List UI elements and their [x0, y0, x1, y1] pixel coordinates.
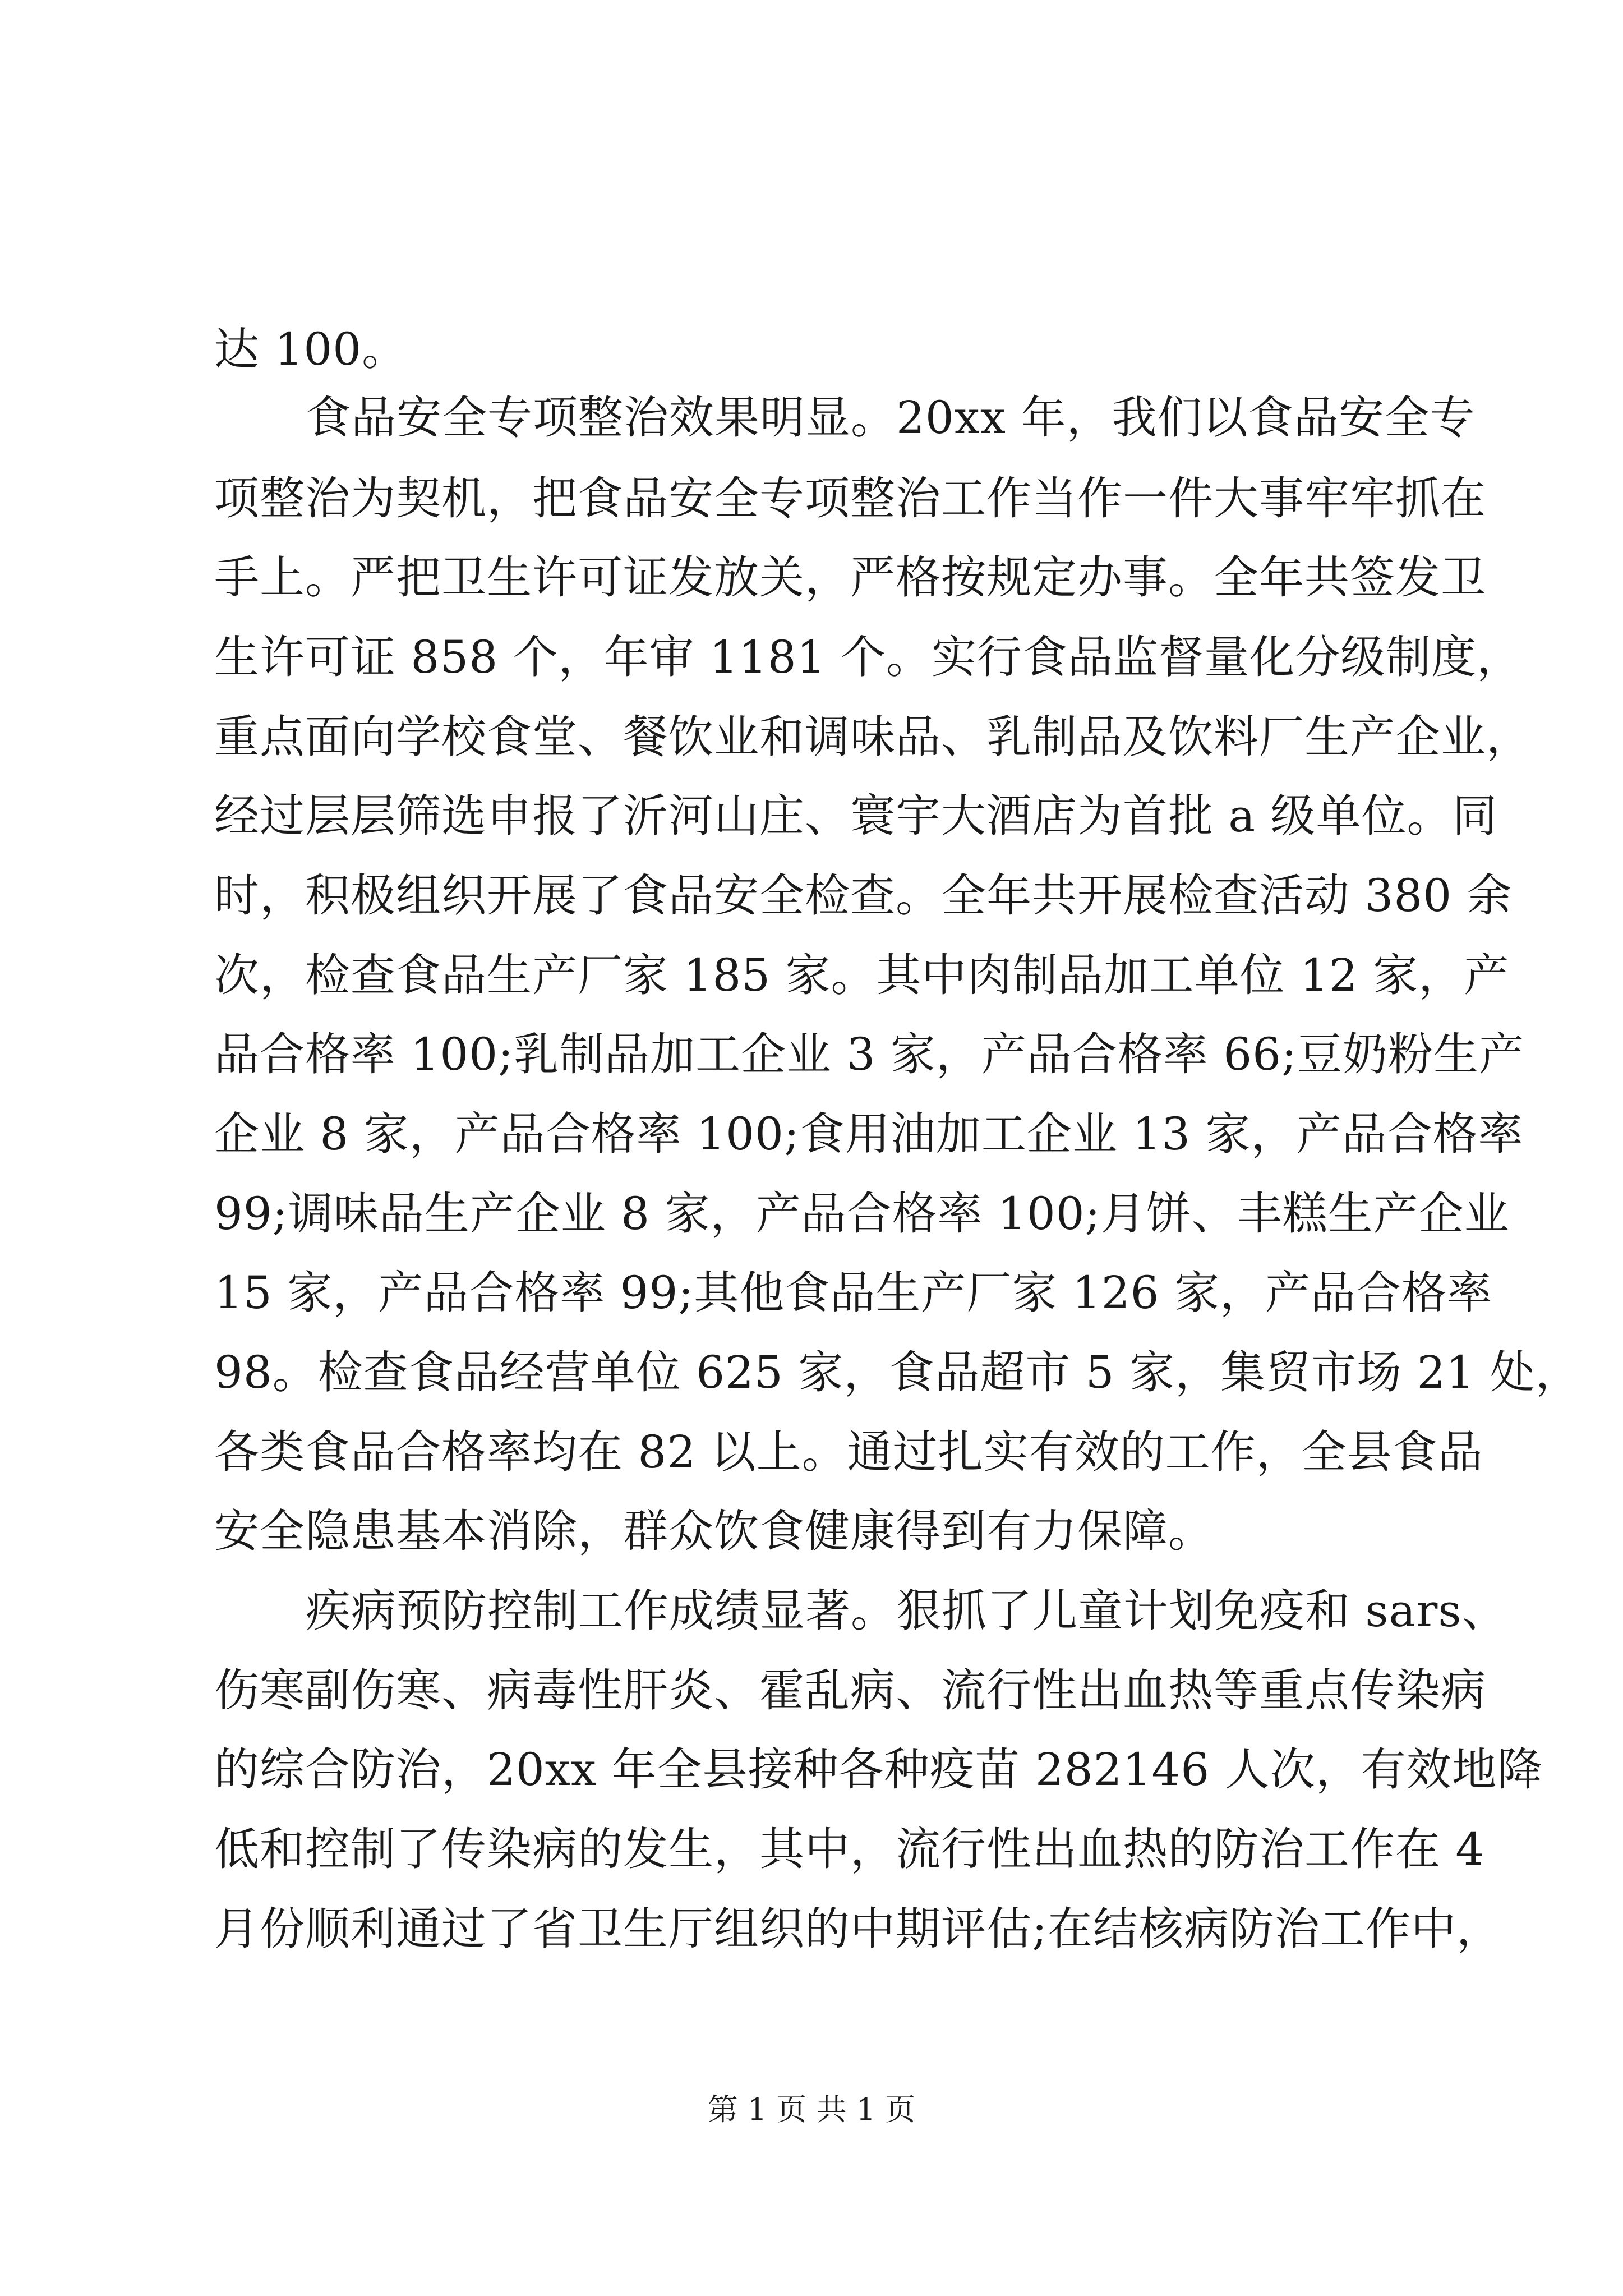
paragraph-line: 食品安全专项整治效果明显。20xx 年，我们以食品安全专: [306, 392, 1476, 444]
paragraph-line: 手上。严把卫生许可证发放关，严格按规定办事。全年共签发卫: [214, 551, 1486, 604]
paragraph-line: 项整治为契机，把食品安全专项整治工作当作一件大事牢牢抓在: [214, 472, 1486, 524]
paragraph-line: 低和控制了传染病的发生，其中，流行性出血热的防治工作在 4: [214, 1823, 1485, 1875]
paragraph-line: 达 100。: [214, 323, 408, 375]
paragraph-line: 经过层层筛选申报了沂河山庄、寰宇大酒店为首批 a 级单位。同: [214, 790, 1498, 842]
paragraph-line: 的综合防治，20xx 年全县接种各种疫苗 282146 人次，有效地降: [214, 1743, 1543, 1796]
page-number: 第 1 页 共 1 页: [707, 2092, 916, 2127]
paragraph-line: 生许可证 858 个，年审 1181 个。实行食品监督量化分级制度，: [214, 631, 1523, 683]
paragraph-line: 安全隐患基本消除，群众饮食健康得到有力保障。: [214, 1505, 1214, 1557]
paragraph-line: 企业 8 家，产品合格率 100;食用油加工企业 13 家，产品合格率: [214, 1108, 1524, 1160]
paragraph-line: 品合格率 100;乳制品加工企业 3 家，产品合格率 66;豆奶粉生产: [214, 1028, 1525, 1080]
paragraph-line: 月份顺利通过了省卫生厅组织的中期评估;在结核病防治工作中，: [214, 1903, 1502, 1955]
paragraph-line: 时，积极组织开展了食品安全检查。全年共开展检查活动 380 余: [214, 869, 1513, 922]
paragraph-line: 99;调味品生产企业 8 家，产品合格率 100;月饼、丰糕生产企业: [214, 1188, 1510, 1240]
paragraph-line: 伤寒副伤寒、病毒性肝炎、霍乱病、流行性出血热等重点传染病: [214, 1664, 1486, 1717]
paragraph-line: 次，检查食品生产厂家 185 家。其中肉制品加工单位 12 家，产: [214, 949, 1510, 1001]
paragraph-line: 98。检查食品经营单位 625 家，食品超市 5 家，集贸市场 21 处，: [214, 1346, 1581, 1398]
paragraph-line: 15 家，产品合格率 99;其他食品生产厂家 126 家，产品合格率: [214, 1267, 1492, 1319]
paragraph-line: 疾病预防控制工作成绩显著。狠抓了儿童计划免疫和 sars、: [306, 1585, 1507, 1637]
paragraph-line: 重点面向学校食堂、餐饮业和调味品、乳制品及饮料厂生产企业，: [214, 711, 1532, 763]
paragraph-line: 各类食品合格率均在 82 以上。通过扎实有效的工作，全县食品: [214, 1426, 1483, 1478]
